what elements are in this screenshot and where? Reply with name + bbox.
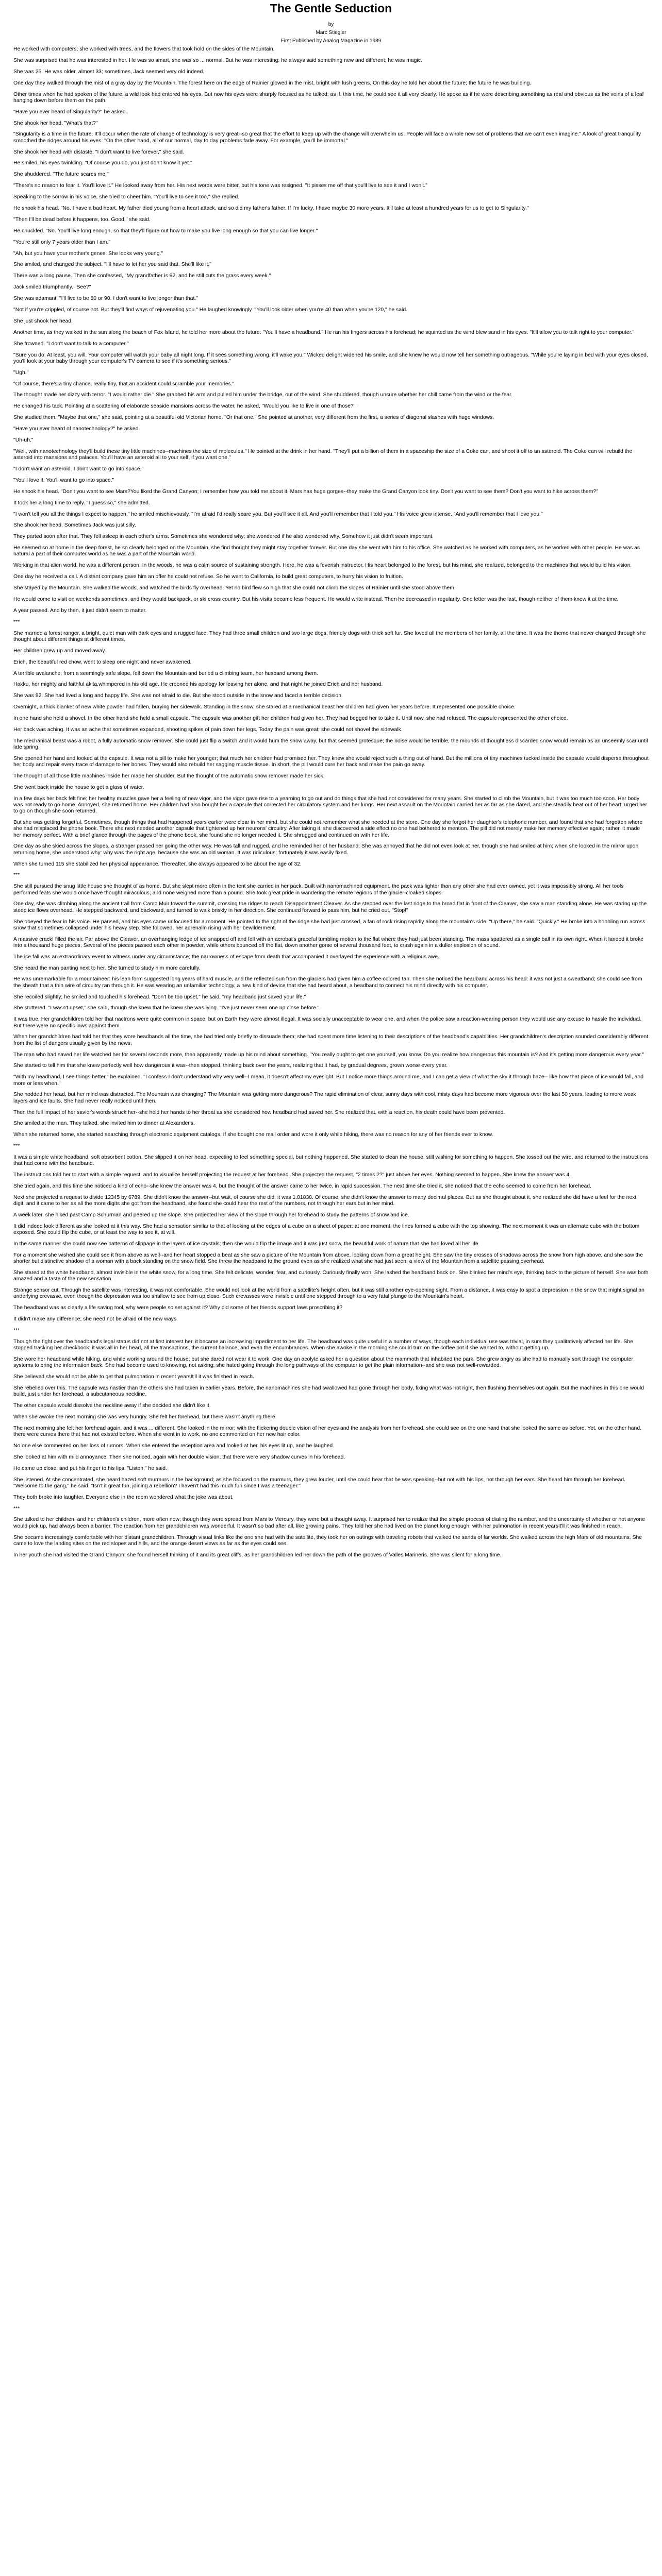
story-paragraph: He worked with computers; she worked with trees, and the flowers that took hold on the sides of the Mountain. bbox=[13, 46, 275, 52]
story-paragraph: The thought made her dizzy with terror. "I would rather die." She grabbed his arm and pulled him under the bridge, out of the wind. She shuddered, though unsure whether her chill came from the wind or the fear. bbox=[13, 392, 512, 398]
story-paragraph: He changed his tack. Pointing at a scattering of elaborate seaside mansions across the water, he asked, "Would you like to live in one of those?" bbox=[13, 403, 356, 410]
story-paragraph: "You're still only 7 years older than I am." bbox=[13, 239, 111, 245]
story-paragraph: "Well, with nanotechnology they'll build these tiny little machines--machines the size of molecules." He pointed at the drink in her hand. "They'll put a billion of them in a spaceship the size of a Coke can, and shoot it off to an asteroid. The Coke can will rebuild the asteroid into mansions and palaces. You'll have an asteroid all to your self, if you want one." bbox=[13, 448, 633, 461]
story-paragraph: One day, she was climbing along the ancient trail from Camp Muir toward the summit, crossing the ridges to reach Disappointment Cleaver. As she stepped over the last ridge to the broad flat in front of the Cleaver, she saw a man standing alone. He was staring up the steep ice flows overhead. He stepped backward, and backward, and turned to walk briskly in her direction. She continued forward to pass him, but he cried out, "Stop!" bbox=[13, 901, 647, 913]
story-paragraph: The instructions told her to start with a simple request, and to visualize herself projecting the request at her forehead. She projected the request, "2 times 2?" just above her eyes. Nothing seemed to happen. She knew the answer was 4. bbox=[13, 1172, 571, 1178]
story-paragraph: She wore her headband while hiking, and while working around the house; but she dared not wear it to work. One day an acolyte asked her a question about the mammoth that inhabited the park. She grew angry as she had to manually sort through the computer systems to bring the information back. She had become used to knowing, not asking; she hated going through the long pathways of the computer to get the plain information--and she was not well-rewarded. bbox=[13, 1356, 634, 1369]
story-paragraph: She nodded her head, but her mind was distracted. The Mountain was changing? The Mountain was getting more dangerous? The rapid elimination of clear, sunny days with cool, misty days had become more vigorous over the last 50 years, leading to more weak layers and ice faults. She had never really noticed until then. bbox=[13, 1092, 636, 1104]
story-paragraph: She shook her head. Sometimes Jack was just silly. bbox=[13, 522, 136, 529]
story-paragraph: "Have you ever heard of Singularity?" he asked. bbox=[13, 109, 127, 115]
story-paragraph: "Have you ever heard of nanotechnology?" he asked. bbox=[13, 426, 140, 432]
story-paragraph: A terrible avalanche, from a seemingly safe slope, fell down the Mountain and buried a climbing team, her husband among them. bbox=[13, 670, 318, 676]
story-paragraph: "Sure you do. At least, you will. Your computer will watch your baby all night long. If it sees something wrong, it'll wake you." Wicked delight widened his smile, and she knew he would now tell her something outrageous. "While you're laying in bed with your eyes closed, you'll look at your baby through your computer's TV camera to see if it's something serious." bbox=[13, 352, 648, 364]
story-paragraph: She frowned. "I don't want to talk to a computer." bbox=[13, 341, 129, 347]
story-paragraph: She talked to her children, and her children's children, more often now; though they were spread from Mars to Mercury, they were but a thought away. It surprised her to realize that the simple process of dialing the number, and the uncertainty of whether or not anyone would pick up, had always been a barrier. The reaction from her grandchildren was wonderful. It wasn't so bad after all, like growing pains. They told her she had lived on the planet long enough; with her pulmonation in recent yearsIt'll it was finished in reach. bbox=[13, 1517, 645, 1529]
story-paragraph: One day they walked through the mist of a gray day by the Mountain. The forest here on the edge of Rainier glowed in the mist, bright with lush greens. On this day he told her about the future; the future he was building. bbox=[13, 80, 532, 86]
story-paragraph: "I won't tell you all the things I expect to happen," he smiled mischievously. "I'm afraid I'd really scare you. But you'll see it all. And you'll remember that I told you." His voice grew intense. "And you'll remember that I love you." bbox=[13, 511, 543, 517]
story-paragraph: "Not if you're crippled, of course not. But they'll find ways of rejuvenating you." He laughed knowingly. "You'll look older when you're 40 than when you're 120," he said. bbox=[13, 307, 408, 313]
story-paragraph: She obeyed the fear in his voice. He paused, and his eyes came unfocused for a moment. He pointed to the right of the ridge she had just crossed, a fan of rock rising rapidly along the mountain's side. "Up there," he said. "Quickly." He broke into a hobbling run across snow that sometimes collapsed under his heavy step. She followed, her adrenalin rising with her bewilderment. bbox=[13, 919, 646, 931]
story-paragraph: There was a long pause. Then she confessed, "My grandfather is 92, and he still cuts the grass every week." bbox=[13, 273, 271, 279]
story-paragraph: One day he received a call. A distant company gave him an offer he could not refuse. So he went to California, to build great computers, to hurry his vision to fruition. bbox=[13, 574, 403, 580]
story-paragraph: A week later, she hiked past Camp Schurman and peered up the slope. She projected her view of the slope through her forehead to study the patterns of snow and ice. bbox=[13, 1212, 409, 1218]
story-paragraph: "Then I'll be dead before it happens, too. Good," she said. bbox=[13, 216, 151, 223]
story-paragraph: Overnight, a thick blanket of new white powder had fallen, burying her sidewalk. Standing in the snow, she stared at a mechanical beast her children had given her years before. It represented one possible choice. bbox=[13, 704, 516, 710]
story-paragraph: In her youth she had visited the Grand Canyon; she found herself thinking of it and its great cliffs, as her grandchildren led her down the path of the grooves of Valles Marineris. She was silent for a long time. bbox=[13, 1552, 502, 1558]
section-separator: *** bbox=[13, 872, 20, 878]
story-paragraph: She looked at him with mild annoyance. Then she noticed, again with her double vision, that there were very shadow curves in his forehead. bbox=[13, 1454, 345, 1460]
story-paragraph: Other times when he had spoken of the future, a wild look had entered his eyes. But now his eyes were sharply focused as he talked; as if, this time, he could see it all very clearly. He spoke as if he were describing something as real and obvious as the veins of a leaf hanging down before them on the path. bbox=[13, 91, 644, 104]
story-paragraph: Then the full impact of her savior's words struck her--she held her hands to her throat as she considered how headband had saved her. She realized that, with a reaction, his death could have been prevented. bbox=[13, 1109, 505, 1115]
story-paragraph: A massive crack! filled the air. Far above the Cleaver, an overhanging ledge of ice snapped off and fell with an acrobat's graceful tumbling motion to the flat where they had just been standing. The mass spattered as a single ball in its own right. When it landed it broke into a thousand huge pieces. Several of the pieces passed each other in powder, while others bounced off the flat, down another gorse of several thousand feet, to crash again in a duller explosion of sound. bbox=[13, 936, 644, 948]
story-paragraph: He was unremarkable for a mountaineer: his lean form suggested long years of hard muscle, and the reflected sun from the glaciers had given him a coffee-colored tan. Then she noticed the headband across his head: it was not just a sweatband; she could see from the sheath that a thin wire of circuitry ran through it. He was wearing an unfamiliar technology, a new kind of device that she had heard about, a headband to connect his mind directly with his computer. bbox=[13, 976, 642, 989]
story-paragraph: She became increasingly comfortable with her distant grandchildren. Through visual links like the one she had with the satellite, they took her on outings with traveling robots that walked the sands of far worlds. She walked across the high Mars of old mountains. She came to love the landing sites on the red slopes and hills, and the orange desert views as far as the eyes could see. bbox=[13, 1534, 642, 1547]
story-paragraph: When she returned home, she started searching through electronic equipment catalogs. If she bought one mail order and wore it only while hiking, there was no reason for any of her friends ever to know. bbox=[13, 1132, 493, 1138]
story-paragraph: She listened. At she concentrated, she heard hazed soft murmurs in the background; as she focused on the murmurs, they grew louder, until she could hear that he was speaking--but not with his lips, not through her ears. She heard him through her forehead. "Welcome to the gang," he said. "Isn't it great fun, joining a rebellion? I haven't had this much fun since I was a teenager." bbox=[13, 1477, 625, 1489]
story-paragraph: He would come to visit on weekends sometimes, and they would backpack, or ski cross country. But his visits became less frequent. He would write instead. Then he decreased in regularity. One letter was the last, though neither of them knew it at the time. bbox=[13, 596, 619, 602]
story-paragraph: She studied them. "Maybe that one," she said, pointing at a beautiful old Victorian home. "Or that one." She pointed at another, very different from the first, a series of diagonal slashes with huge windows. bbox=[13, 415, 494, 421]
story-paragraph: She smiled, and changed the subject. "I'll have to let her you said that. She'll like it." bbox=[13, 262, 211, 268]
story-paragraph: "Ah, but you have your mother's genes. She looks very young." bbox=[13, 250, 163, 257]
story-paragraph: She rebelled over this. The capsule was nastier than the others she had taken in earlier years. Before, the nanomachines she had swallowed had gone through her body, fixing what was not right, then flushing themselves out again. But the machines in this one would build, just under her forehead, a subcutaneous neckline. bbox=[13, 1385, 644, 1398]
story-paragraph: In the same manner she could now see patterns of slippage in the layers of ice crystals; then she would flip the image and it was just snow, the beautiful work of nature that she had loved all her life. bbox=[13, 1241, 480, 1247]
story-paragraph: She was adamant. "I'll live to be 80 or 90. I don't want to live longer than that." bbox=[13, 296, 198, 302]
story-paragraph: The man who had saved her life watched her for several seconds more, then apparently made up his mind about something. "You really ought to get one yourself, you know. Do you realize how dangerous this mountain is? And it's getting more dangerous every year." bbox=[13, 1052, 644, 1058]
story-paragraph: She stayed by the Mountain. She walked the woods, and watched the birds fly overhead. Yet no bird flew so high that she could not climb the slopes of Rainier until she stood above them. bbox=[13, 585, 456, 591]
story-paragraph: She shook her head. "What's that?" bbox=[13, 120, 98, 126]
publication-note: First Published by Analog Magazine in 1989 bbox=[280, 38, 382, 44]
story-paragraph: A year passed. And by then, it just didn't seem to matter. bbox=[13, 607, 147, 614]
document bbox=[0, 1, 662, 1558]
story-paragraph: She still pursued the snug little house she thought of as home. But she slept more often in the tent she carried in her pack. Built with nanomachined equipment, the pack was lighter than any other she had ever owned, yet it was impossibly strong. All her tools performed feats she would once have thought miraculous, and none weighed more than a pound. She took great pride in wandering the remote regions of the glacier-cloaked slopes. bbox=[13, 884, 624, 896]
story-paragraph: "You'll love it. You'll want to go into space." bbox=[13, 477, 114, 483]
story-paragraph: It was true. Her grandchildren told her that nactrons were quite common in space, but on Earth they were almost illegal. It was socially unacceptable to wear one, and when the police saw a reaction-wearing person they would use any excuse to hassle the individual. But there were no specific laws against them. bbox=[13, 1016, 642, 1029]
section-separator: *** bbox=[13, 1505, 20, 1512]
story-paragraph: The other capsule would dissolve the neckline away if she decided she didn't like it. bbox=[13, 1403, 211, 1409]
story-paragraph: When she turned 115 she stabilized her physical appearance. Thereafter, she always appeared to be about the age of 32. bbox=[13, 861, 302, 867]
story-paragraph: She shook her head with distaste. "I don't want to live forever," she said. bbox=[13, 149, 185, 155]
story-paragraph: She was surprised that he was interested in her. He was so smart, she was so ... normal. But he was interesting; he always said something new and different; he was magic. bbox=[13, 57, 422, 63]
section-separator: *** bbox=[13, 1327, 20, 1333]
story-paragraph: No one else commented on her loss of rumors. When she entered the reception area and looked at her, his eyes lit up, and he laughed. bbox=[13, 1443, 335, 1449]
story-paragraph: She started to tell him that she knew perfectly well how dangerous it was--then stopped, thinking back over the years, realizing that it had, by gradual degrees, grown worse every year. bbox=[13, 1063, 448, 1069]
story-paragraph: In a few days her back felt fine; her healthy muscles gave her a feeling of new vigor, and the vigor gave rise to a yearning to go out and do things that she had not considered for many years. She started to climb the Mountain, but it was too much too soon. Her body was not ready to go home. Annoyed, she returned home. Her children had also bought her a capsule that corrected her circulatory system and her lungs. Her next assault on the Mountain carried her as far as she dared, and she steadily beat out of her heart; urged her to go on though she soon returned. bbox=[13, 795, 648, 815]
story-paragraph: She just shook her head. bbox=[13, 318, 73, 324]
story-paragraph: It did indeed look different as she looked at it this way. She had a sensation similar to that of looking at the edges of a cube on a sheet of paper: at one moment, the lines formed a cube with the top showing. The next moment it was an alternate cube with the bottom exposed. She could flip the cube, or at least the way to see it, at will. bbox=[13, 1223, 640, 1236]
story-paragraph: He shook his head. "Don't you want to see Mars?You liked the Grand Canyon; I remember how you told me about it. Mars has huge gorges--they make the Grand Canyon look tiny. Don't you want to see them? Don't you want to hike across them?" bbox=[13, 488, 598, 495]
story-paragraph: He seemed so at home in the deep forest, he so clearly belonged on the Mountain, she find thought they might stay together forever. But one day she went with him to his office. She watched as he worked with computers, as he worked with other people. He was as natural a part of their computer world as he was a part of the Mountain world. bbox=[13, 545, 640, 557]
story-paragraph: They both broke into laughter. Everyone else in the room wondered what the joke was about. bbox=[13, 1494, 234, 1500]
story-paragraph: She stared at the white headband, almost invisible in the white snow, for a long time. She felt delicate, wonder, fear, and curiously. Curiously finally won. She lashed the headband back on. She blinked her mind's eye, thinking back to the picture of herself. She was both amazed and a taste of the new sensation. bbox=[13, 1270, 649, 1282]
story-paragraph: Next she projected a request to divide 12345 by 6789. She didn't know the answer--but wait, of course she did, it was 1.81838. Of course, she didn't know the answer to many decimal places. But as she thought about it, she realized she did have a feel for the next digit, and it came to her as all the more digits she got from the headband, she found she could hear the rest of the numbers, not through her ears but in her mind. bbox=[13, 1194, 637, 1207]
story-paragraph: He chuckled. "No. You'll live long enough, so that they'll figure out how to make you live long enough so that you can live longer." bbox=[13, 228, 318, 234]
story-paragraph: "Ugh." bbox=[13, 369, 29, 376]
story-paragraph: "There's no reason to fear it. You'll love it." He looked away from her. His next words were bitter, but his tone was resigned. "It pisses me off that you'll live to see it and I won't." bbox=[13, 183, 427, 189]
story-paragraph: For a moment she wished she could see it from above as well--and her heart stopped a beat as she saw a picture of the Mountain from above, looking down from a great height. She saw the tiny crosses of shadows across the snow from high above, and she saw the shorter but distinctive shadow of a woman with a back standing on the snow field. She threw the headband to the ground even as she realized what she had just seen: a view of the Mountain from a satellite passing overhead. bbox=[13, 1252, 643, 1265]
story-paragraph: "With my headband, I see things better," he explained. "I confess I don't understand why very well--I mean, it doesn't affect my eyesight. But I notice more things around me, and I can get a view of what the sky it through haze-- like how that piece of ice would fall, and more or less when." bbox=[13, 1074, 643, 1087]
section-separator: *** bbox=[13, 1143, 20, 1149]
story-paragraph: Though the fight over the headband's legal status did not at first interest her, it became an increasing impediment to her life. The headband was quite useful in a number of ways, though each individual use was trivial, in sum they qualitatively affected her life. She stopped tracking her checkbook; it was all in her head, all the transactions, the current balance, and even the encumbrances. When she awoke in the morning she could turn on the coffee pot if she wanted to, without getting up. bbox=[13, 1338, 633, 1351]
story-paragraph: In one hand she held a shovel. In the other hand she held a small capsule. The capsule was another gift her children had given her. They had begged her to take it. Until now, she had refused. The capsule represented the other choice. bbox=[13, 716, 568, 722]
story-paragraph: He came up close, and put his finger to his lips. "Listen," he said. bbox=[13, 1465, 167, 1471]
story-paragraph: She shuddered. "The future scares me." bbox=[13, 172, 109, 178]
story-paragraph: Jack smiled triumphantly. "See?" bbox=[13, 284, 91, 291]
story-paragraph: It was a simple white headband, soft absorbent cotton. She slipped it on her head, expecting to feel something special, but nothing happened. She started to clean the house, still wishing for something to happen. She tossed out the wire, and returned to the instructions that had come with the headband. bbox=[13, 1155, 649, 1167]
story-paragraph: He shook his head. "No. I have a bad heart. My father died young from a heart attack, and so did my father's father. If I'm lucky, I have maybe 30 more years. It'll take at least a hundred years for us to get to Singularity." bbox=[13, 205, 529, 211]
story-paragraph: The thought of all those little machines inside her made her shudder. But the thought of the automatic snow remover made her sick. bbox=[13, 773, 325, 779]
story-paragraph: She tried again, and this time she noticed a kind of echo--she knew the answer was 4, but the thought of the answer came to her twice, in rapid succession. The next time she tried it, she noticed that the echo seemed to come from her forehead. bbox=[13, 1183, 591, 1190]
section-separator: *** bbox=[13, 619, 20, 625]
story-paragraph: Her children grew up and moved away. bbox=[13, 648, 106, 654]
story-paragraph: Hakku, her mighty and faithful akita,whimpered in his old age. He crooned his apology for leaving her alone, and that night he joined Erich and her husband. bbox=[13, 682, 383, 688]
story-body bbox=[13, 46, 649, 1558]
story-paragraph: One day as she skied across the slopes, a stranger passed her going the other way. He was tall and rugged, and he reminded her of her husband. She was annoyed that he did not even look at her, though she had smiled at him; when she looked in the mirror upon returning home, she understood why: why was the right age, because she was an old woman. It was ridiculous; fortunately it was easily fixed. bbox=[13, 843, 639, 856]
story-paragraph: They parted soon after that. They fell asleep in each other's arms. Sometimes she wondered why; she wondered if he also wondered why. Somehow it just didn't seem important. bbox=[13, 534, 434, 540]
story-paragraph: "I don't want an asteroid. I don't want to go into space." bbox=[13, 466, 144, 472]
story-paragraph: She stuttered. "I wasn't upset," she said, though she knew that he knew she was lying. "I've just never seen one up close before." bbox=[13, 1005, 320, 1011]
story-paragraph: He smiled, his eyes twinkling. "Of course you do, you just don't know it yet." bbox=[13, 160, 192, 166]
story-paragraph: Strange sensor cut. Through the satellite was interesting, it was not comfortable. She would not look at the world from a satellite's height often, but it was still another eye-opening sight. From a distance, it was easy to spot a depression in the snow that might signal an underlying crevasse, even though the depression was too shallow to see from up close. Such crevasses were invisible until one stepped through to a very fatal plunge to the Mountain's heart. bbox=[13, 1287, 644, 1300]
story-paragraph: She was 82. She had lived a long and happy life. She was not afraid to die. But she stood outside in the snow and faced a terrible decision. bbox=[13, 693, 343, 699]
story-paragraph: The ice fall was an extraordinary event to witness under any circumstance; the narrowness of escape from death that accompanied it overlayed the experience with a religious awe. bbox=[13, 954, 439, 960]
story-paragraph: It took her a long time to reply. "I guess so," she admitted. bbox=[13, 500, 150, 506]
story-paragraph: "Of course, there's a tiny chance, really tiny, that an accident could scramble your memories." bbox=[13, 381, 235, 387]
story-paragraph: She heard the man panting next to her. She turned to study him more carefully. bbox=[13, 965, 201, 971]
story-paragraph: Erich, the beautiful red chow, went to sleep one night and never awakened. bbox=[13, 659, 192, 665]
story-paragraph: "Singularity is a time in the future. It'll occur when the rate of change of technology is very great--so great that the effort to keep up with the change will overwhelm us. People will face a whole new set of problems that we can't even imagine." A look of great tranquility smoothed the ridges around his eyes. "On the other hand, all of our normal, day to day problems fade away. For example, you'll be immortal." bbox=[13, 131, 641, 144]
story-paragraph: "Uh-uh." bbox=[13, 437, 34, 443]
story-paragraph: She recoiled slightly; he smiled and touched his forehead. "Don't be too upset," he said, "my headband just saved your life." bbox=[13, 994, 306, 1000]
story-paragraph: When her grandchildren had told her that they wore headbands all the time, she had tried only briefly to dissuade them; she had spent more time listening to their descriptions of the headband's capabilities. Her grandchildren's description sounded considerably different from the list of dangers usually given by the news. bbox=[13, 1034, 649, 1046]
document-title: The Gentle Seduction bbox=[270, 2, 392, 15]
story-paragraph: Working in that alien world, he was a different person. In the woods, he was a calm source of sustaining strength. Here, he was a feverish instructor. His heart belonged to the forest, but his mind, she realized, belonged to the machines that would build his vision. bbox=[13, 563, 632, 569]
story-paragraph: The headband was as clearly a life saving tool, why were people so set against it? Why did some of her friends support laws proscribing it? bbox=[13, 1305, 343, 1311]
story-paragraph: Her back was aching. It was an ache that sometimes expanded, shooting spikes of pain down her legs. Today the pain was great; she could not shovel the sidewalk. bbox=[13, 726, 403, 733]
story-paragraph: She believed she would not be able to get that pulmonation in recent yearsIt'll it was finished in reach. bbox=[13, 1374, 254, 1380]
author-name: Marc Stiegler bbox=[316, 30, 346, 36]
story-paragraph: When she awoke the next morning she was very hungry. She felt her forehead, but there wasn't anything there. bbox=[13, 1414, 277, 1420]
story-paragraph: She opened her hand and looked at the capsule. It was not a pill to make her younger; that much her children had promised her. They knew she would reject such a thing out of hand. But the millions of tiny machines tucked inside the capsule would disperse throughout her body and repair every trace of damage to her bones. They would also rebuild her sagging muscle tissue. In short, the pill would cure her back and make the pain go away. bbox=[13, 755, 649, 768]
story-paragraph: She was 25. He was older, almost 33; sometimes, Jack seemed very old indeed. bbox=[13, 69, 205, 75]
story-paragraph: Another time, as they walked in the sun along the beach of Fox Island, he told her more about the future. "You'll have a headband." He ran his fingers across his forehead; he squinted as the wind blew sand in his eyes. "It'll allow you to talk right to your computer." bbox=[13, 329, 635, 335]
story-paragraph: She smiled at the man. They talked, she invited him to dinner at Alexander's. bbox=[13, 1121, 195, 1127]
story-paragraph: It didn't make any difference; she need not be afraid of the new ways. bbox=[13, 1316, 178, 1323]
story-paragraph: But she was getting forgetful. Sometimes, though things that had happened years earlier were clear in her mind, but she could not remember what she needed at the store. One day she forgot her daughter's telephone number, and found that she had forgotten where she had misplaced the phone book. There she next needed another capsule that tightened up her neurons' circuitry. After taking it, she discovered a side effect no one had bothered to mention. The pill did not merely make her memory effective again; rather, it made her memory perfect. With a brief glance through the pages of the phone book, she found she no longer needed it. She shrugged and continued on with her life. bbox=[13, 820, 643, 838]
story-paragraph: She went back inside the house to get a glass of water. bbox=[13, 784, 144, 790]
story-paragraph: Speaking to the sorrow in his voice, she tried to cheer him. "You'll live to see it too," she replied. bbox=[13, 194, 240, 200]
byline: by bbox=[328, 22, 334, 27]
story-paragraph: The next morning she felt her forehead again, and it was ... different. She looked in the mirror; with the flickering double vision of her eyes and the analysis from her forehead, she could see on the one hand that she looked the same as before. Yet, on the other hand, there were curves there that had not existed before. When she went in to work, no one commented on her new hair color. bbox=[13, 1425, 642, 1438]
story-paragraph: The mechanical beast was a robot, a fully automatic snow remover. She could just flip a switch and it would hum the snow away, but that seemed grotesque; the noise would be terrible, the mounds of thoughtless discarded snow would remain as an unseemly scar until late spring. bbox=[13, 738, 648, 751]
story-paragraph: She married a forest ranger, a bright, quiet man with dark eyes and a rugged face. They had three small children and two large dogs, friendly dogs with thick soft fur. She loved all the members of her family, all the time. It was the theme that never changed through she thought about different things at different times. bbox=[13, 630, 646, 642]
